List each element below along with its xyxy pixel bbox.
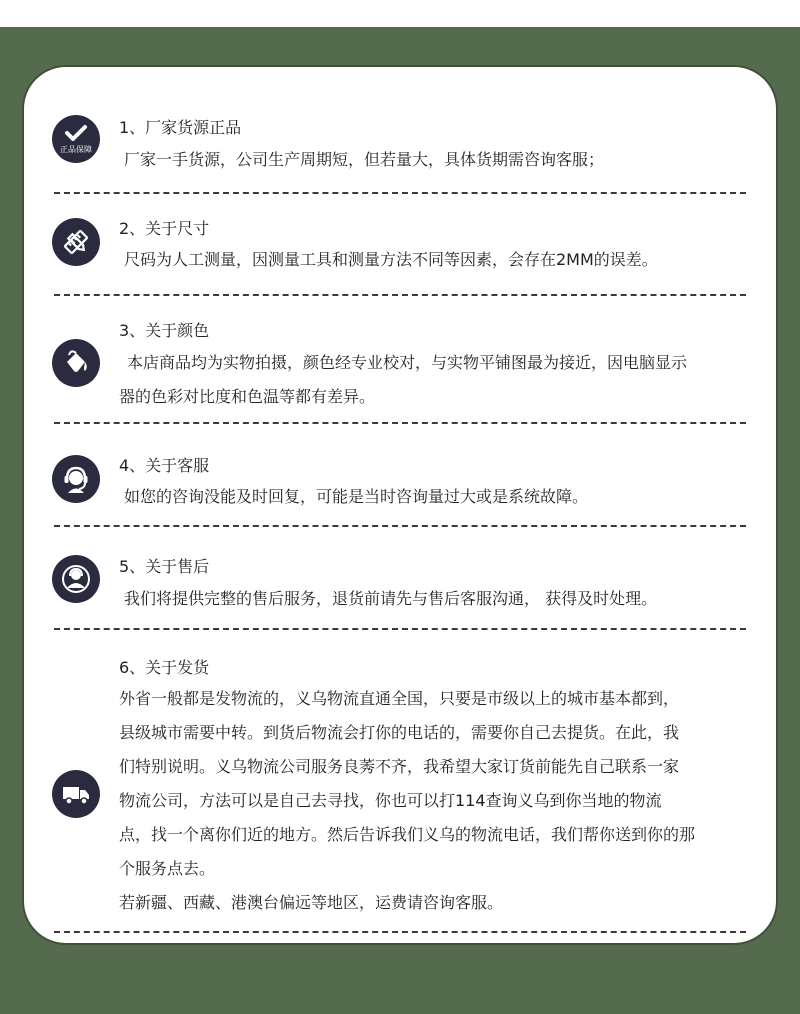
- ruler-pencil-icon: [52, 218, 100, 266]
- section-body: [124, 480, 754, 514]
- section-body: [119, 682, 749, 920]
- section-body: [124, 143, 754, 177]
- delivery-truck-icon: [52, 770, 100, 818]
- paint-bucket-icon: [52, 339, 100, 387]
- body-line: 若新疆、西藏、港澳台偏远等地区，运费请咨询客服。: [119, 893, 504, 912]
- body-line: 物流公司，方法可以是自己去寻找，你也可以打114查询义乌到你当地的物流: [119, 791, 662, 810]
- dashed-divider: [54, 931, 746, 933]
- body-line: 器的色彩对比度和色温等都有差异。: [119, 387, 376, 406]
- body-line: 们特别说明。义乌物流公司服务良莠不齐，我希望大家订货前能先自己联系一家: [119, 757, 680, 776]
- section-title: 2、关于尺寸: [119, 219, 210, 238]
- section-body: [124, 243, 754, 277]
- section-title: 6、关于发货: [119, 658, 210, 677]
- checkmark-badge-icon: [52, 115, 100, 163]
- body-line: 本店商品均为实物拍摄，颜色经专业校对，与实物平铺图最为接近，因电脑显示: [127, 353, 688, 372]
- body-line: 个服务点去。: [119, 859, 216, 878]
- section-title: 4、关于客服: [119, 456, 210, 475]
- body-line: 外省一般都是发物流的，义乌物流直通全国，只要是市级以上的城市基本都到，: [119, 689, 680, 708]
- dashed-divider: [54, 294, 746, 296]
- user-support-icon: [52, 555, 100, 603]
- headset-agent-icon: [52, 455, 100, 503]
- icon-badge-label: 正品保障: [60, 145, 92, 154]
- section-body: [119, 346, 749, 414]
- dashed-divider: [54, 628, 746, 630]
- body-line: 我们将提供完整的售后服务，退货前请先与售后客服沟通， 获得及时处理。: [124, 589, 658, 608]
- dashed-divider: [54, 525, 746, 527]
- section-title: 5、关于售后: [119, 557, 210, 576]
- info-card: [22, 65, 778, 945]
- body-line: 尺码为人工测量，因测量工具和测量方法不同等因素，会存在2MM的误差。: [124, 250, 658, 269]
- dashed-divider: [54, 422, 746, 424]
- body-line: 点，找一个离你们近的地方。然后告诉我们义乌的物流电话，我们帮你送到你的那: [119, 825, 696, 844]
- body-line: 如您的咨询没能及时回复，可能是当时咨询量过大或是系统故障。: [124, 487, 589, 506]
- section-title: 3、关于颜色: [119, 321, 210, 340]
- section-body: [124, 582, 754, 616]
- body-line: 厂家一手货源，公司生产周期短，但若量大，具体货期需咨询客服；: [124, 150, 605, 169]
- dashed-divider: [54, 192, 746, 194]
- section-title: 1、厂家货源正品: [119, 118, 242, 137]
- body-line: 县级城市需要中转。到货后物流会打你的电话的，需要你自己去提货。在此，我: [119, 723, 680, 742]
